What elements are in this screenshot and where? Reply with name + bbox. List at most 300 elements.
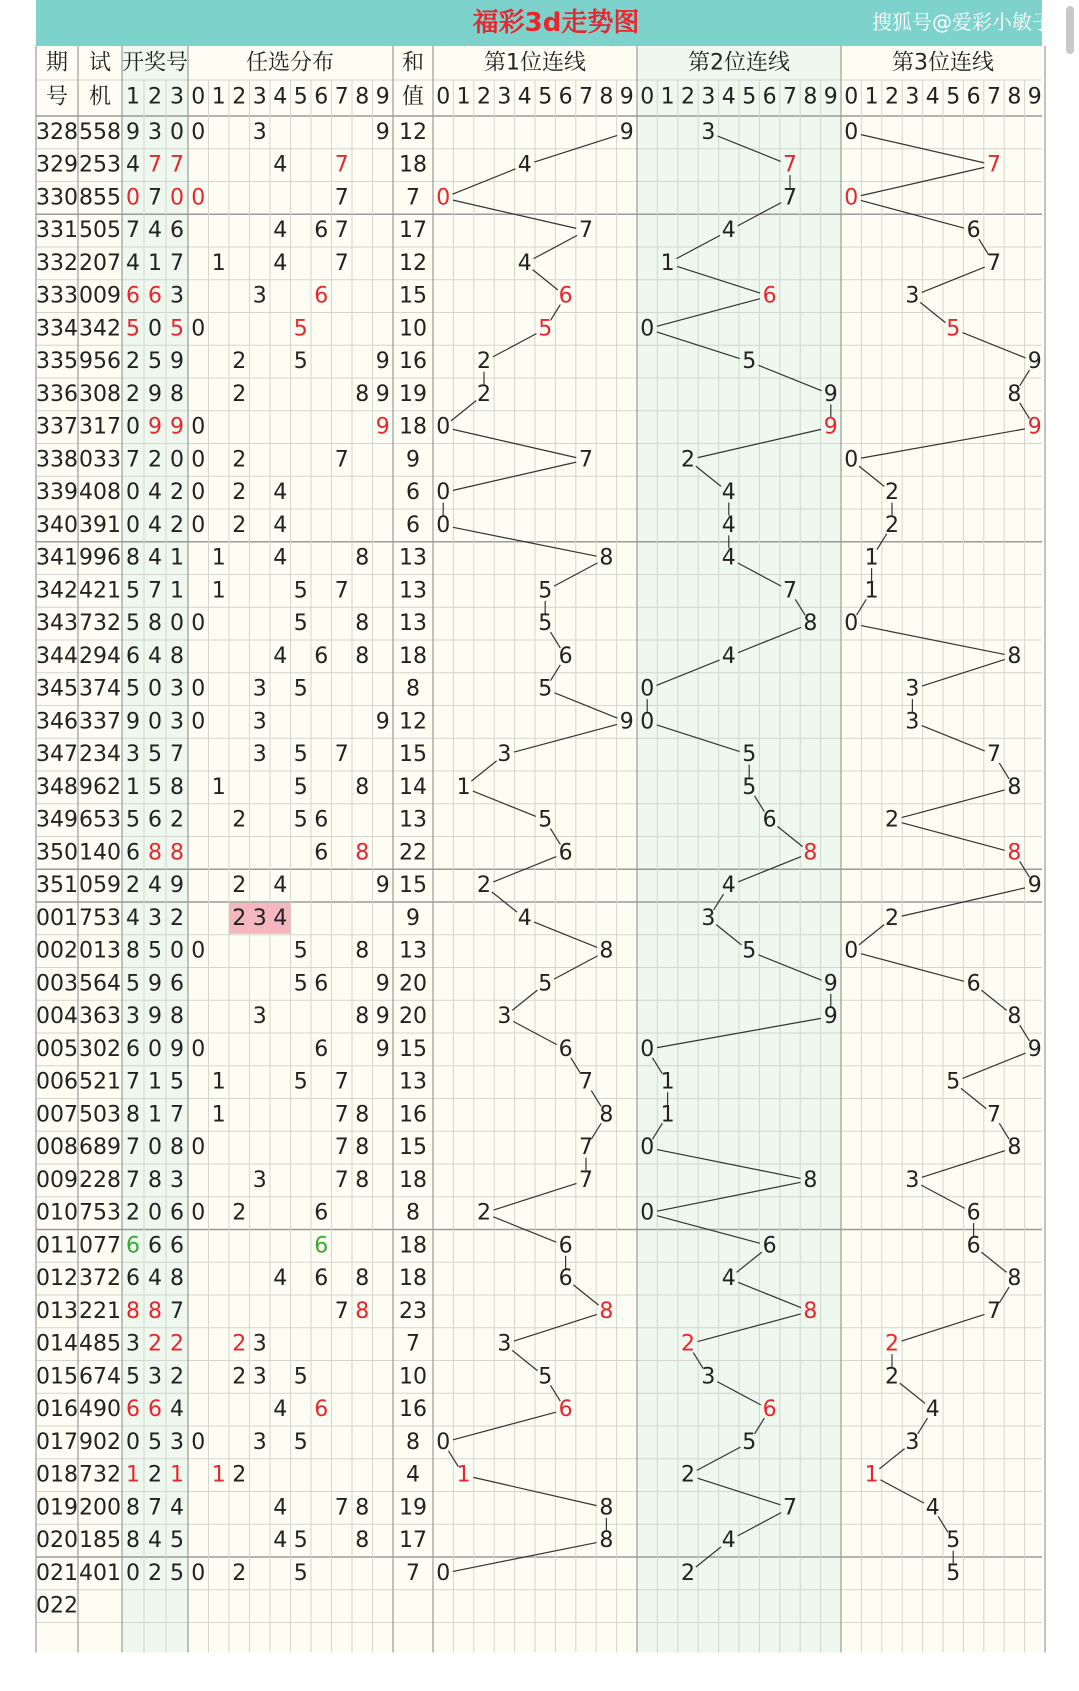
any-digit: 6 [314, 1266, 329, 1292]
draw-digit: 6 [126, 1397, 140, 1423]
sum-value: 20 [399, 1004, 427, 1030]
position-digit: 1 [660, 1102, 675, 1128]
period-label: 331 [36, 218, 78, 244]
any-digit: 0 [191, 316, 206, 342]
position-digit: 4 [721, 218, 736, 244]
trial-label: 363 [79, 1004, 121, 1030]
position-digit: 5 [742, 774, 757, 800]
header-any: 任选分布 [245, 50, 335, 76]
any-digit: 3 [252, 283, 267, 309]
any-digit: 8 [355, 381, 370, 407]
period-label: 346 [36, 709, 78, 735]
sum-value: 13 [399, 1069, 427, 1095]
period-label: 336 [36, 381, 78, 407]
header-digit: 5 [538, 84, 553, 110]
any-digit: 5 [293, 807, 308, 833]
draw-digit: 9 [170, 349, 184, 375]
position-digit: 5 [946, 316, 961, 342]
draw-digit: 7 [170, 1298, 184, 1324]
draw-digit: 5 [148, 774, 162, 800]
position-digit: 8 [599, 1298, 614, 1324]
draw-digit: 9 [126, 119, 140, 145]
draw-digit: 5 [148, 349, 162, 375]
position-digit: 5 [538, 807, 553, 833]
position-digit: 6 [558, 1036, 573, 1062]
position-digit: 4 [925, 1495, 940, 1521]
period-label: 012 [36, 1266, 78, 1292]
any-digit: 5 [293, 1364, 308, 1390]
position-digit: 9 [1027, 873, 1042, 899]
period-label: 021 [36, 1560, 78, 1586]
position-digit: 6 [966, 218, 981, 244]
draw-digit: 2 [170, 905, 184, 931]
position-digit: 6 [762, 807, 777, 833]
draw-digit: 4 [148, 873, 162, 899]
period-label: 005 [36, 1036, 78, 1062]
header-digit: 3 [905, 84, 920, 110]
period-label: 342 [36, 578, 78, 604]
trial-label: 308 [79, 381, 121, 407]
any-digit: 8 [355, 938, 370, 964]
any-digit: 3 [252, 1004, 267, 1030]
draw-digit: 5 [126, 1364, 140, 1390]
period-label: 003 [36, 971, 78, 997]
period-label: 329 [36, 152, 78, 178]
any-digit: 6 [314, 1397, 329, 1423]
position-digit: 4 [721, 1528, 736, 1554]
trial-label: 485 [79, 1331, 121, 1357]
draw-digit: 8 [126, 1102, 140, 1128]
sum-value: 15 [399, 1135, 427, 1161]
draw-digit: 7 [148, 1495, 162, 1521]
draw-digit: 4 [126, 905, 140, 931]
position-digit: 7 [579, 447, 593, 473]
draw-digit: 1 [170, 545, 184, 571]
position-digit: 8 [599, 938, 614, 964]
position-digit: 1 [456, 774, 471, 800]
draw-digit: 0 [126, 512, 140, 538]
any-digit: 7 [334, 218, 349, 244]
draw-digit: 4 [126, 152, 140, 178]
any-digit: 6 [314, 643, 329, 669]
any-digit: 0 [191, 709, 206, 735]
period-label: 019 [36, 1495, 78, 1521]
header-pos3: 第3位连线 [892, 50, 994, 76]
position-digit: 8 [1007, 840, 1022, 866]
position-digit: 7 [579, 1167, 593, 1193]
trial-label: 234 [79, 742, 121, 768]
position-digit: 0 [436, 512, 451, 538]
any-digit: 0 [191, 1036, 206, 1062]
draw-digit: 7 [126, 447, 140, 473]
position-digit: 5 [538, 316, 553, 342]
any-digit: 4 [273, 1495, 288, 1521]
any-digit: 9 [375, 709, 390, 735]
header-digit: 7 [987, 84, 1001, 110]
sum-value: 15 [399, 1036, 427, 1062]
draw-digit: 3 [148, 119, 162, 145]
sum-value: 18 [399, 1233, 427, 1259]
trial-label: 732 [79, 611, 121, 637]
header-digit: 4 [517, 84, 532, 110]
header-digit: 2 [232, 84, 247, 110]
sum-value: 14 [399, 774, 427, 800]
draw-digit: 5 [126, 316, 140, 342]
any-digit: 0 [191, 414, 206, 440]
period-label: 010 [36, 1200, 78, 1226]
sum-value: 4 [406, 1462, 420, 1488]
header-digit: 3 [497, 84, 512, 110]
any-digit: 0 [191, 447, 206, 473]
any-digit: 4 [273, 218, 288, 244]
scrollbar-thumb[interactable] [1066, 6, 1074, 54]
any-digit: 5 [293, 1429, 308, 1455]
draw-digit: 4 [148, 218, 162, 244]
any-digit: 4 [273, 250, 288, 276]
draw-digit: 8 [148, 1167, 162, 1193]
header-sum: 值 [401, 84, 425, 110]
position-digit: 1 [864, 545, 879, 571]
sum-value: 23 [399, 1298, 427, 1324]
draw-digit: 3 [170, 283, 184, 309]
position-digit: 1 [456, 1462, 471, 1488]
any-digit: 9 [375, 1036, 390, 1062]
any-digit: 2 [232, 1364, 247, 1390]
any-digit: 7 [334, 742, 349, 768]
trial-label: 558 [79, 119, 121, 145]
any-digit: 4 [273, 1528, 288, 1554]
trial-label: 228 [79, 1167, 121, 1193]
sum-value: 12 [399, 119, 427, 145]
position-digit: 4 [721, 873, 736, 899]
sum-value: 16 [399, 349, 427, 375]
any-digit: 8 [355, 611, 370, 637]
draw-digit: 5 [126, 971, 140, 997]
position-digit: 9 [1027, 1036, 1042, 1062]
sum-value: 8 [406, 676, 420, 702]
position-digit: 0 [436, 480, 451, 506]
header-digit: 1 [864, 84, 879, 110]
position-digit: 6 [558, 840, 573, 866]
position-digit: 4 [721, 480, 736, 506]
any-digit: 7 [334, 1102, 349, 1128]
sum-value: 18 [399, 414, 427, 440]
any-digit: 1 [211, 1069, 226, 1095]
draw-digit: 7 [126, 218, 140, 244]
any-digit: 8 [355, 1135, 370, 1161]
any-digit: 0 [191, 512, 206, 538]
position-digit: 8 [1007, 1004, 1022, 1030]
any-digit: 2 [232, 512, 247, 538]
any-digit: 8 [355, 1004, 370, 1030]
trial-label: 342 [79, 316, 121, 342]
sum-value: 8 [406, 1200, 420, 1226]
draw-digit: 2 [148, 447, 162, 473]
draw-digit: 0 [170, 611, 184, 637]
position-digit: 4 [517, 152, 532, 178]
trial-label: 140 [79, 840, 121, 866]
position-digit: 9 [823, 971, 838, 997]
header-digit: 0 [191, 84, 206, 110]
position-digit: 7 [783, 578, 797, 604]
draw-digit: 3 [126, 1331, 140, 1357]
any-digit: 0 [191, 1429, 206, 1455]
draw-digit: 8 [170, 643, 184, 669]
sum-value: 20 [399, 971, 427, 997]
draw-digit: 3 [126, 1004, 140, 1030]
position-digit: 0 [640, 316, 655, 342]
any-digit: 1 [211, 578, 226, 604]
draw-digit: 9 [170, 1036, 184, 1062]
period-label: 338 [36, 447, 78, 473]
any-digit: 9 [375, 873, 390, 899]
period-label: 007 [36, 1102, 78, 1128]
position-digit: 0 [640, 709, 655, 735]
sum-value: 7 [406, 1560, 420, 1586]
draw-digit: 4 [148, 545, 162, 571]
watermark-text: 搜狐号@爱彩小敏子 [872, 10, 1052, 34]
draw-digit: 3 [170, 676, 184, 702]
any-digit: 0 [191, 611, 206, 637]
position-digit: 8 [599, 1495, 614, 1521]
any-digit: 5 [293, 1560, 308, 1586]
header-digit: 2 [885, 84, 899, 110]
any-digit: 4 [273, 152, 288, 178]
position-digit: 5 [538, 578, 553, 604]
position-digit: 0 [640, 676, 655, 702]
position-digit: 2 [885, 1364, 899, 1390]
header-digit: 0 [640, 84, 655, 110]
draw-digit: 8 [126, 1528, 140, 1554]
position-digit: 2 [681, 447, 695, 473]
trial-label: 059 [79, 873, 121, 899]
any-digit: 2 [232, 480, 247, 506]
position-digit: 1 [864, 1462, 879, 1488]
header-digit: 0 [844, 84, 859, 110]
trial-label: 674 [79, 1364, 121, 1390]
header-trial: 机 [88, 84, 112, 110]
draw-digit: 5 [170, 316, 184, 342]
position-digit: 8 [1007, 381, 1022, 407]
position-digit: 7 [579, 1135, 593, 1161]
draw-digit: 0 [148, 709, 162, 735]
any-digit: 0 [191, 119, 206, 145]
any-digit: 7 [334, 447, 349, 473]
position-digit: 4 [721, 512, 736, 538]
trial-label: 689 [79, 1135, 121, 1161]
header-pos1: 第1位连线 [484, 50, 586, 76]
sum-value: 8 [406, 1429, 420, 1455]
sum-value: 16 [399, 1397, 427, 1423]
header-digit: 8 [803, 84, 818, 110]
draw-digit: 8 [170, 774, 184, 800]
sum-value: 18 [399, 1266, 427, 1292]
any-digit: 2 [232, 807, 247, 833]
any-digit: 2 [232, 1200, 247, 1226]
period-label: 333 [36, 283, 78, 309]
position-digit: 6 [966, 971, 981, 997]
position-digit: 5 [742, 938, 757, 964]
any-digit: 8 [355, 1167, 370, 1193]
position-digit: 4 [517, 250, 532, 276]
draw-digit: 0 [170, 447, 184, 473]
position-digit: 3 [497, 1331, 512, 1357]
position-digit: 8 [599, 1102, 614, 1128]
header-digit: 7 [579, 84, 593, 110]
trial-label: 372 [79, 1266, 121, 1292]
draw-digit: 0 [126, 414, 140, 440]
trial-label: 962 [79, 774, 121, 800]
draw-digit: 1 [126, 1462, 140, 1488]
header-draw: 开奖号 [121, 50, 189, 76]
period-label: 020 [36, 1528, 78, 1554]
draw-digit: 8 [170, 840, 184, 866]
header-digit: 5 [742, 84, 757, 110]
draw-digit: 5 [148, 1429, 162, 1455]
period-label: 008 [36, 1135, 78, 1161]
draw-digit: 6 [126, 840, 140, 866]
any-digit: 7 [334, 1167, 349, 1193]
position-digit: 0 [436, 1560, 451, 1586]
any-digit: 6 [314, 1200, 329, 1226]
any-digit: 5 [293, 1528, 308, 1554]
any-digit: 7 [334, 578, 349, 604]
draw-digit: 3 [126, 742, 140, 768]
draw-digit: 5 [126, 611, 140, 637]
any-digit: 0 [191, 480, 206, 506]
position-digit: 8 [803, 840, 818, 866]
draw-digit: 0 [170, 185, 184, 211]
period-label: 337 [36, 414, 78, 440]
position-digit: 8 [803, 1298, 818, 1324]
trial-label: 200 [79, 1495, 121, 1521]
any-digit: 5 [293, 774, 308, 800]
position-digit: 7 [987, 1298, 1001, 1324]
any-digit: 3 [252, 709, 267, 735]
sum-value: 17 [399, 1528, 427, 1554]
sum-value: 16 [399, 1102, 427, 1128]
draw-digit: 9 [148, 971, 162, 997]
header-digit: 7 [783, 84, 797, 110]
trial-label: 033 [79, 447, 121, 473]
trial-label: 253 [79, 152, 121, 178]
draw-digit: 3 [170, 1429, 184, 1455]
position-digit: 9 [823, 381, 838, 407]
draw-digit: 7 [170, 742, 184, 768]
position-digit: 7 [783, 152, 797, 178]
position-digit: 0 [640, 1135, 655, 1161]
sum-value: 10 [399, 1364, 427, 1390]
header-digit: 8 [1007, 84, 1022, 110]
period-label: 343 [36, 611, 78, 637]
position-digit: 6 [762, 1233, 777, 1259]
position-digit: 2 [885, 480, 899, 506]
draw-digit: 7 [148, 152, 162, 178]
any-digit: 8 [355, 1298, 370, 1324]
draw-digit: 7 [170, 1102, 184, 1128]
draw-digit: 0 [126, 1560, 140, 1586]
draw-digit: 0 [148, 1135, 162, 1161]
header-digit: 5 [946, 84, 961, 110]
position-digit: 4 [721, 545, 736, 571]
sum-value: 6 [406, 512, 420, 538]
draw-digit: 4 [148, 512, 162, 538]
draw-digit: 6 [126, 1036, 140, 1062]
period-label: 330 [36, 185, 78, 211]
position-digit: 2 [681, 1560, 695, 1586]
any-digit: 3 [252, 119, 267, 145]
position-digit: 5 [946, 1560, 961, 1586]
draw-digit: 8 [148, 611, 162, 637]
draw-digit: 6 [170, 218, 184, 244]
sum-value: 15 [399, 283, 427, 309]
header-digit: 4 [721, 84, 736, 110]
any-digit: 9 [375, 971, 390, 997]
position-digit: 3 [497, 742, 512, 768]
position-digit: 4 [925, 1397, 940, 1423]
position-digit: 0 [640, 1200, 655, 1226]
position-digit: 5 [742, 742, 757, 768]
draw-digit: 8 [126, 545, 140, 571]
period-label: 340 [36, 512, 78, 538]
header-trial: 试 [88, 50, 112, 76]
draw-digit: 2 [170, 480, 184, 506]
any-digit: 7 [334, 1298, 349, 1324]
draw-digit: 9 [148, 381, 162, 407]
draw-digit: 6 [170, 971, 184, 997]
position-digit: 3 [701, 119, 716, 145]
draw-digit: 6 [148, 1233, 162, 1259]
draw-digit: 6 [126, 283, 140, 309]
position-digit: 0 [640, 1036, 655, 1062]
position-digit: 0 [844, 938, 859, 964]
trial-label: 956 [79, 349, 121, 375]
trial-label: 374 [79, 676, 121, 702]
period-label: 350 [36, 840, 78, 866]
draw-digit: 5 [148, 742, 162, 768]
any-digit: 1 [211, 1462, 226, 1488]
draw-digit: 2 [126, 381, 140, 407]
position-digit: 9 [823, 414, 838, 440]
any-digit: 5 [293, 971, 308, 997]
header-draw-pos: 1 [126, 84, 140, 110]
any-digit: 9 [375, 119, 390, 145]
sum-value: 9 [406, 905, 420, 931]
draw-digit: 5 [170, 1560, 184, 1586]
draw-digit: 1 [148, 1102, 162, 1128]
position-digit: 8 [1007, 1135, 1022, 1161]
any-digit: 3 [252, 1429, 267, 1455]
sum-value: 13 [399, 611, 427, 637]
sum-value: 10 [399, 316, 427, 342]
draw-digit: 6 [148, 1397, 162, 1423]
position-digit: 3 [905, 1429, 920, 1455]
draw-digit: 2 [148, 1462, 162, 1488]
draw-digit: 9 [148, 1004, 162, 1030]
trial-label: 077 [79, 1233, 121, 1259]
any-digit: 7 [334, 1069, 349, 1095]
position-digit: 3 [701, 905, 716, 931]
header-digit: 3 [252, 84, 267, 110]
header-digit: 1 [456, 84, 471, 110]
position-digit: 5 [742, 1429, 757, 1455]
period-label: 013 [36, 1298, 78, 1324]
position-digit: 8 [803, 611, 818, 637]
position-digit: 2 [885, 807, 899, 833]
period-label: 018 [36, 1462, 78, 1488]
draw-digit: 5 [148, 938, 162, 964]
draw-digit: 0 [148, 1036, 162, 1062]
